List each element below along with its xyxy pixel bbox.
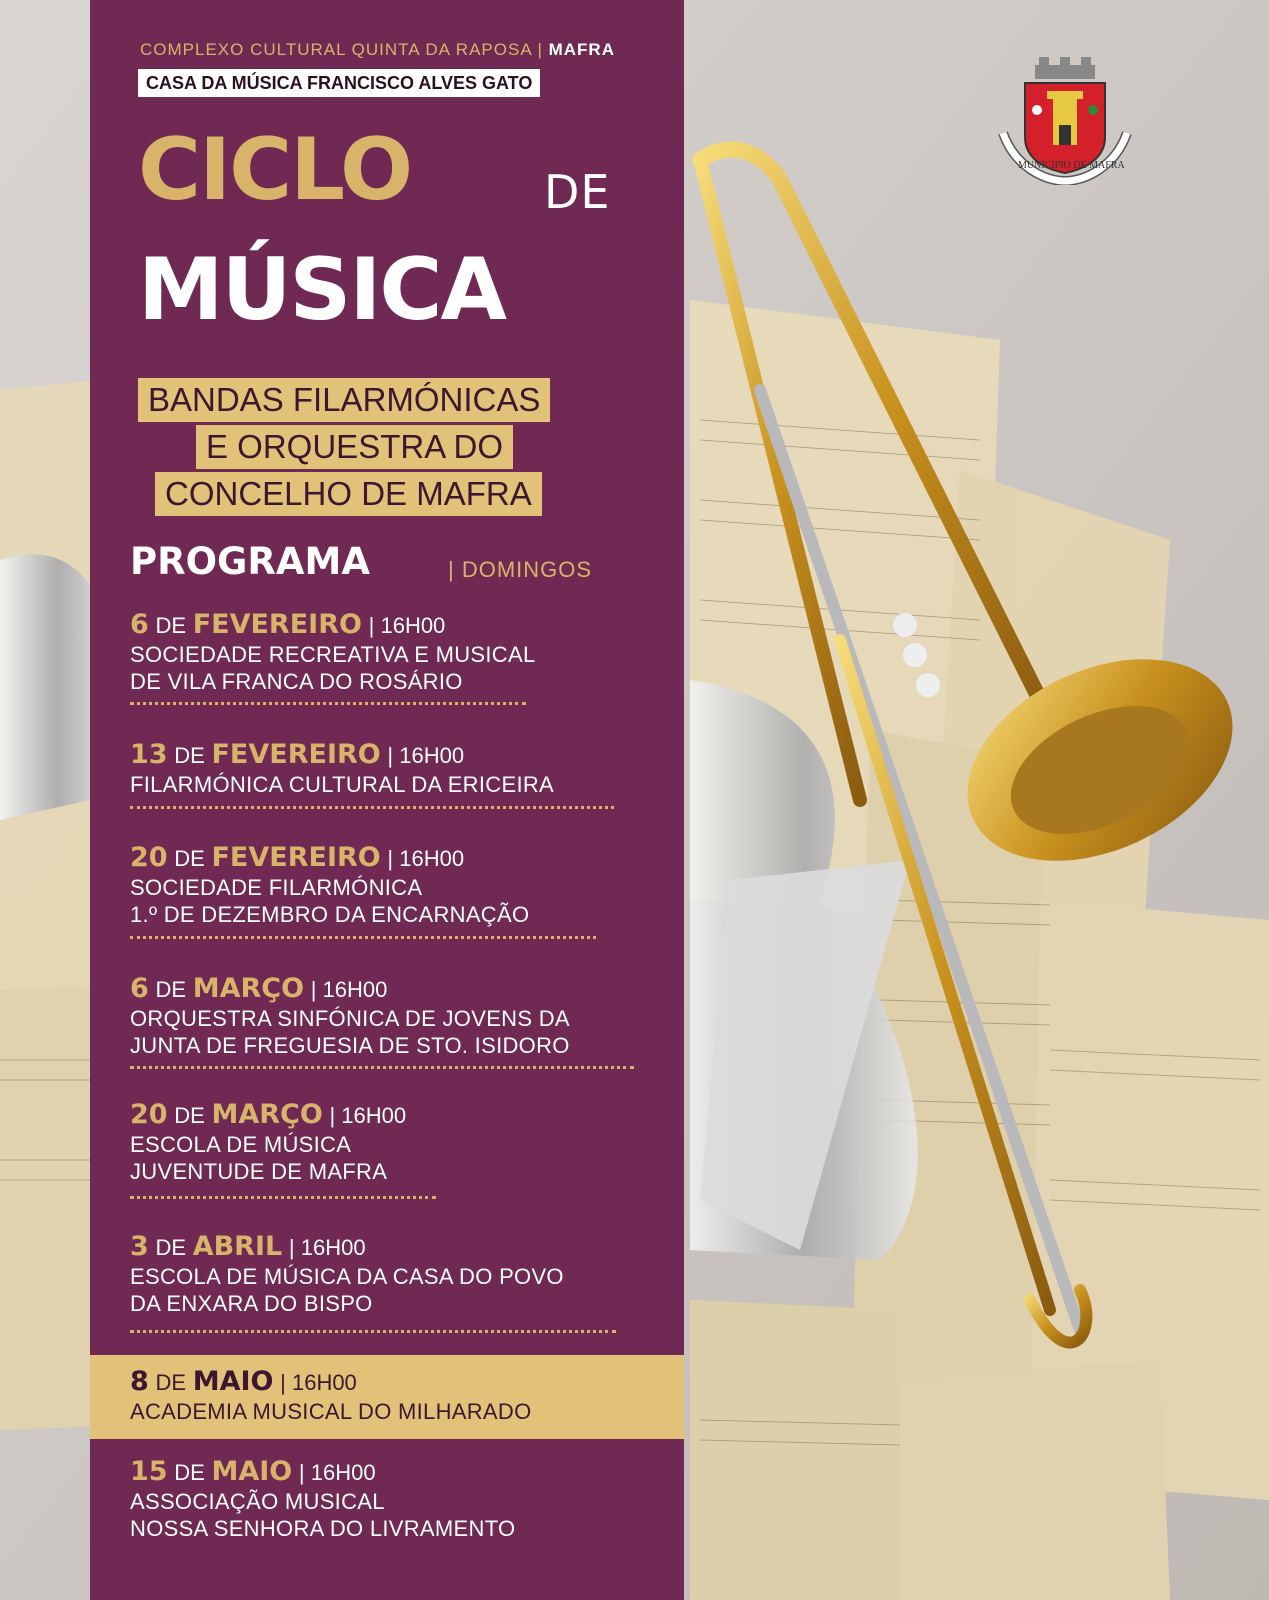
event-venue: SOCIEDADE FILARMÓNICA <box>130 875 423 900</box>
event-venue: ACADEMIA MUSICAL DO MILHARADO <box>130 1399 532 1424</box>
event-venue: NOSSA SENHORA DO LIVRAMENTO <box>130 1516 516 1541</box>
event-time: | 16H00 <box>298 1460 376 1485</box>
event-day: 8 <box>130 1366 149 1397</box>
event-item <box>130 740 554 798</box>
divider <box>130 702 526 705</box>
event-time: | 16H00 <box>368 613 446 638</box>
event-venue: 1.º DE DEZEMBRO DA ENCARNAÇÃO <box>130 902 530 927</box>
event-venue: JUNTA DE FREGUESIA DE STO. ISIDORO <box>130 1033 570 1058</box>
event-month: MARÇO <box>192 973 305 1004</box>
subtitle-line-3: CONCELHO DE MAFRA <box>155 472 542 516</box>
event-time: | 16H00 <box>387 846 465 871</box>
title-ciclo: CICLO <box>138 120 412 220</box>
event-de: DE <box>174 1103 205 1128</box>
event-de: DE <box>174 846 205 871</box>
venue-name: COMPLEXO CULTURAL QUINTA DA RAPOSA <box>140 40 532 59</box>
subtitle-line-1: BANDAS FILARMÓNICAS <box>138 378 550 422</box>
event-day: 20 <box>130 842 168 873</box>
event-venue: DA ENXARA DO BISPO <box>130 1291 373 1316</box>
event-month: MAIO <box>192 1366 274 1397</box>
event-time: | 16H00 <box>329 1103 407 1128</box>
event-time: | 16H00 <box>280 1370 357 1395</box>
event-venue: ESCOLA DE MÚSICA <box>130 1132 352 1157</box>
event-venue: ESCOLA DE MÚSICA DA CASA DO POVO <box>130 1264 564 1289</box>
event-month: FEVEREIRO <box>211 842 381 873</box>
event-item <box>130 1100 406 1185</box>
event-de: DE <box>155 977 187 1002</box>
venue-line <box>140 40 615 60</box>
event-venue: ASSOCIAÇÃO MUSICAL <box>130 1489 385 1514</box>
crest-caption: MUNICÍPIO DE MAFRA <box>1018 160 1125 171</box>
event-month: ABRIL <box>192 1231 283 1262</box>
event-de: DE <box>155 1370 187 1395</box>
event-venue: SOCIEDADE RECREATIVA E MUSICAL <box>130 642 536 667</box>
house-name: CASA DA MÚSICA FRANCISCO ALVES GATO <box>138 69 540 97</box>
event-day: 20 <box>130 1099 168 1130</box>
event-item-highlighted <box>130 1367 532 1425</box>
event-time: | 16H00 <box>387 743 465 768</box>
event-month: FEVEREIRO <box>211 739 381 770</box>
event-venue: JUVENTUDE DE MAFRA <box>130 1159 388 1184</box>
divider <box>130 1066 634 1069</box>
title-de: DE <box>544 165 611 219</box>
program-days: | DOMINGOS <box>448 557 593 582</box>
event-day: 15 <box>130 1456 168 1487</box>
event-item <box>130 974 570 1059</box>
event-de: DE <box>174 743 205 768</box>
event-time: | 16H00 <box>288 1235 366 1260</box>
event-month: FEVEREIRO <box>192 609 362 640</box>
event-day: 13 <box>130 739 168 770</box>
event-item <box>130 843 529 928</box>
event-day: 6 <box>130 609 149 640</box>
divider <box>130 1196 436 1199</box>
event-de: DE <box>155 613 187 638</box>
venue-city: MAFRA <box>548 40 615 59</box>
event-de: DE <box>155 1235 187 1260</box>
event-venue: FILARMÓNICA CULTURAL DA ERICEIRA <box>130 772 555 797</box>
event-day: 3 <box>130 1231 149 1262</box>
title-musica: MÚSICA <box>138 240 506 340</box>
event-month: MAIO <box>211 1456 293 1487</box>
event-item <box>130 610 536 695</box>
event-time: | 16H00 <box>310 977 388 1002</box>
event-venue: DE VILA FRANCA DO ROSÁRIO <box>130 669 463 694</box>
program-label: PROGRAMA <box>130 540 371 583</box>
event-item <box>130 1457 515 1542</box>
event-item <box>130 1232 564 1317</box>
event-venue: ORQUESTRA SINFÓNICA DE JOVENS DA <box>130 1006 570 1031</box>
divider <box>130 1330 616 1333</box>
divider <box>130 806 614 809</box>
event-day: 6 <box>130 973 149 1004</box>
subtitle-line-2: E ORQUESTRA DO <box>196 425 513 469</box>
event-month: MARÇO <box>211 1099 323 1130</box>
divider <box>130 936 596 939</box>
separator: | <box>537 40 543 59</box>
event-de: DE <box>174 1460 205 1485</box>
